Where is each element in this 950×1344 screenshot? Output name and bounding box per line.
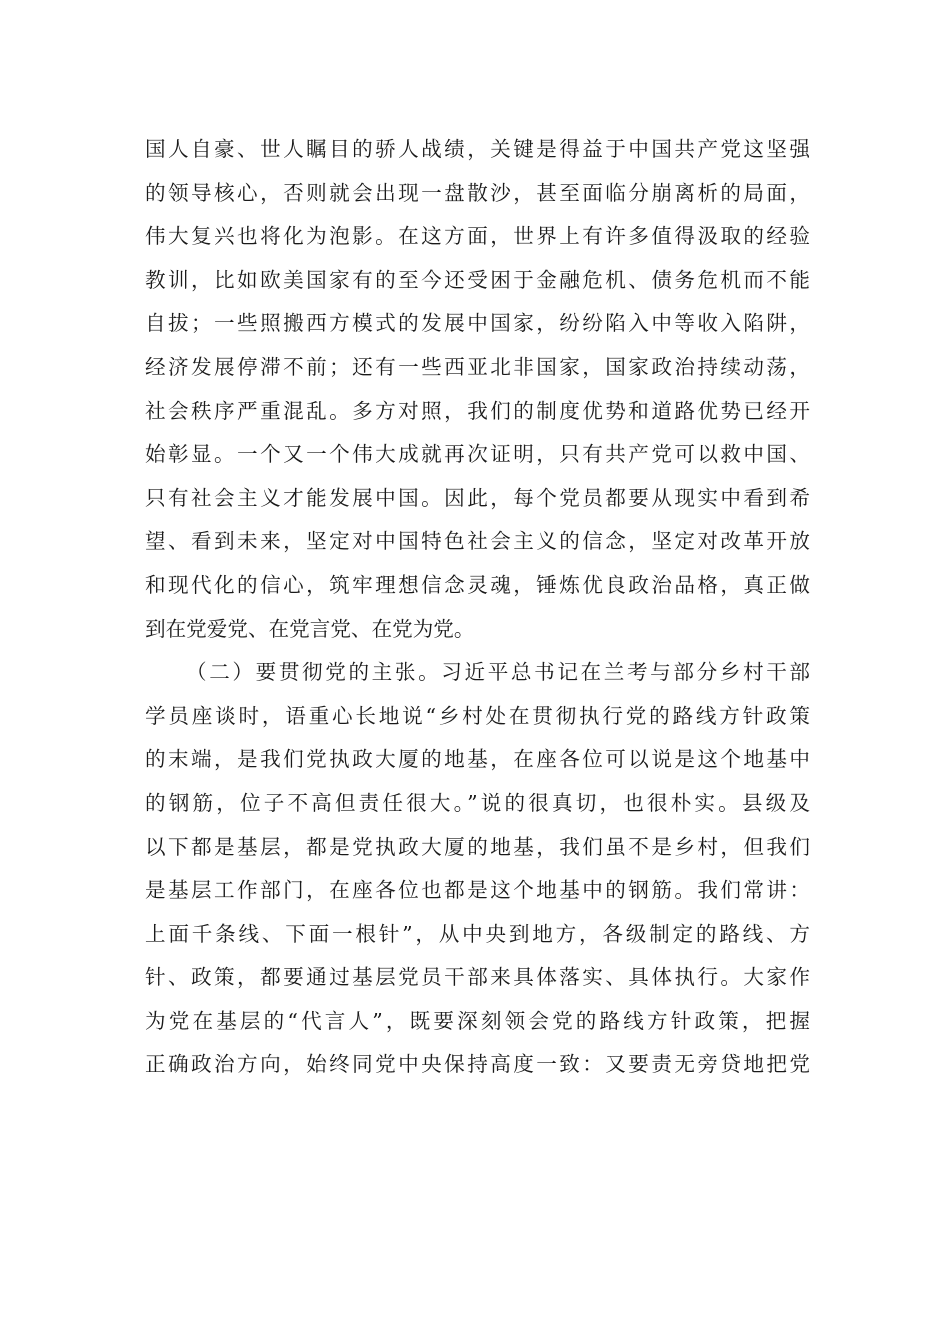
paragraph-line: 以下都是基层，都是党执政大厦的地基，我们虽不是乡村，但我们 (145, 834, 810, 859)
paragraph-line: 的领导核心，否则就会出现一盘散沙，甚至面临分崩离析的局面， (145, 180, 810, 205)
paragraph-line: 是基层工作部门，在座各位也都是这个地基中的钢筋。我们常讲： (145, 878, 810, 903)
paragraph-line: 针、政策，都要通过基层党员干部来具体落实、具体执行。大家作 (145, 965, 810, 990)
paragraph-line: 正确政治方向，始终同党中央保持高度一致：又要责无旁贷地把党 (145, 1052, 810, 1077)
paragraph-line: 和现代化的信心，筑牢理想信念灵魂，锤炼优良政治品格，真正做 (145, 572, 810, 597)
paragraph-line: 为党在基层的“代言人”，既要深刻领会党的路线方针政策，把握 (145, 1008, 810, 1033)
paragraph-line: 上面千条线、下面一根针”，从中央到地方，各级制定的路线、方 (145, 921, 810, 946)
paragraph-1 (145, 128, 810, 651)
paragraph-line: 望、看到未来，坚定对中国特色社会主义的信念，坚定对改革开放 (145, 529, 810, 554)
paragraph-line: 伟大复兴也将化为泡影。在这方面，世界上有许多值得汲取的经验 (145, 224, 810, 249)
paragraph-line: 自拔；一些照搬西方模式的发展中国家，纷纷陷入中等收入陷阱， (145, 311, 810, 336)
paragraph-line: 教训，比如欧美国家有的至今还受困于金融危机、债务危机而不能 (145, 267, 810, 292)
paragraph-line: 社会秩序严重混乱。多方对照，我们的制度优势和道路优势已经开 (145, 398, 810, 423)
paragraph-line: 国人自豪、世人瞩目的骄人战绩，关键是得益于中国共产党这坚强 (145, 137, 810, 161)
paragraph-line: 始彰显。一个又一个伟大成就再次证明，只有共产党可以救中国、 (145, 442, 810, 467)
paragraph-line: 的钢筋，位子不高但责任很大。”说的很真切，也很朴实。县级及 (145, 790, 810, 815)
paragraph-line: 到在党爱党、在党言党、在党为党。 (145, 616, 475, 641)
paragraph-heading-line: （二）要贯彻党的主张。习近平总书记在兰考与部分乡村干部 (186, 660, 810, 685)
paragraph-line: 的末端，是我们党执政大厦的地基，在座各位可以说是这个地基中 (145, 747, 810, 772)
paragraph-line: 学员座谈时，语重心长地说“乡村处在贯彻执行党的路线方针政策 (145, 703, 810, 728)
document-body (145, 128, 810, 1087)
paragraph-line: 经济发展停滞不前；还有一些西亚北非国家，国家政治持续动荡， (145, 354, 810, 379)
paragraph-2 (145, 651, 810, 1087)
paragraph-line: 只有社会主义才能发展中国。因此，每个党员都要从现实中看到希 (145, 485, 810, 510)
